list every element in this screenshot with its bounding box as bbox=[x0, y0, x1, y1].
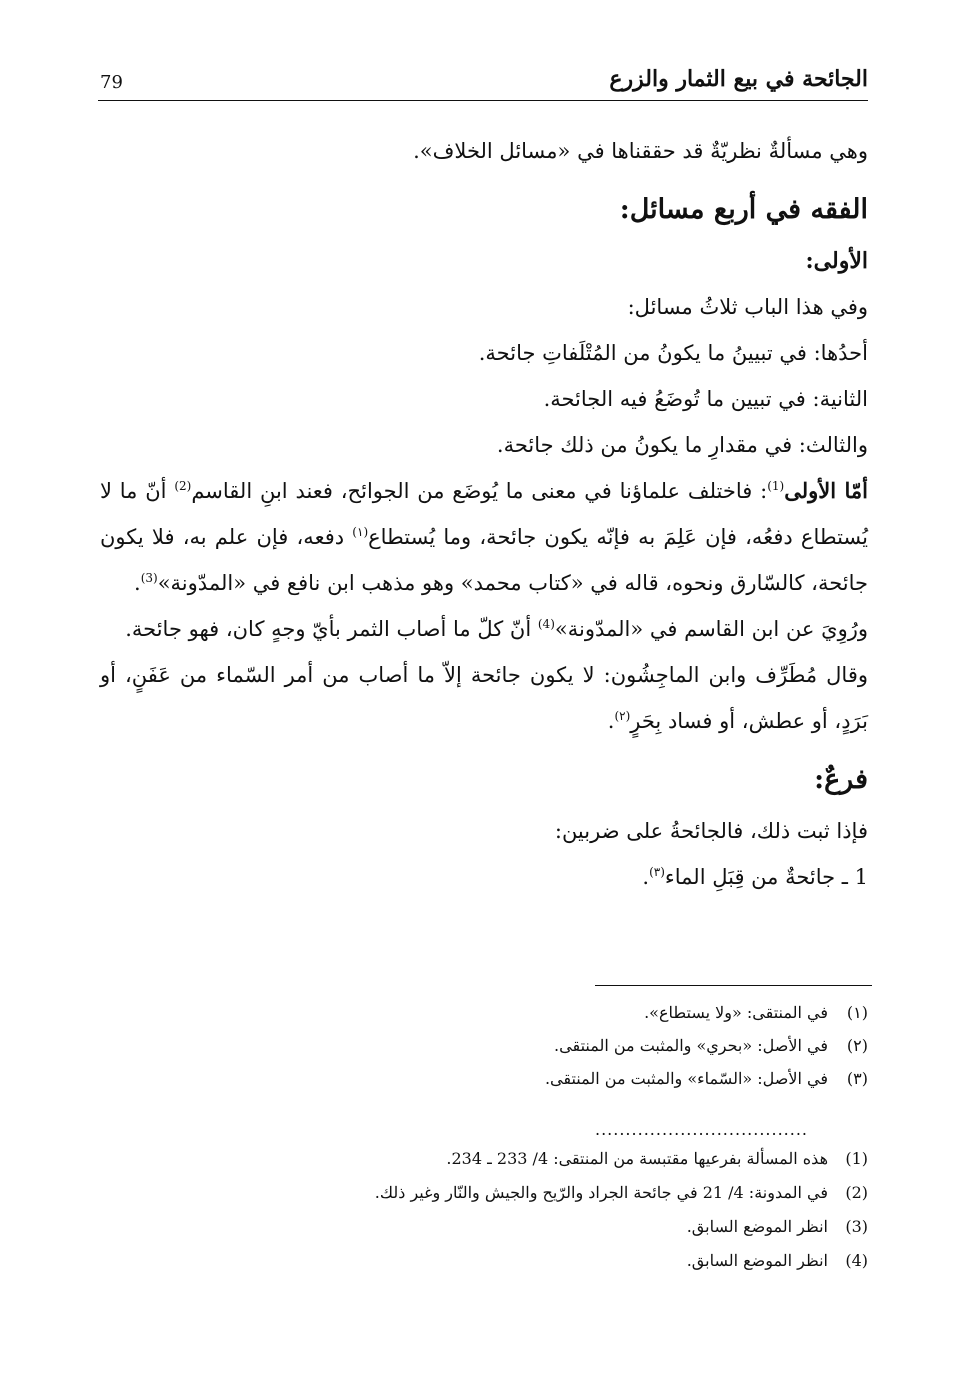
paragraph: وهي مسألةٌ نظريّةٌ قد حققناها في «مسائل الخلاف». bbox=[413, 139, 868, 163]
footnote-ref: (٣) bbox=[649, 865, 665, 879]
paragraph: وفي هذا الباب ثلاثُ مسائل: bbox=[627, 295, 868, 319]
subsection-heading: الأولى: bbox=[805, 248, 868, 274]
paragraph: ورُوِيَ عن ابن القاسم في «المدّونة»$^{(4)}$ أنّ كلّ ما أصاب الثمر بأيّ وجهٍ كان، فهو جائحة. bbox=[125, 617, 868, 641]
footnote: (٢)في الأصل: «بحري» والمثبت من المنتقى. bbox=[554, 1036, 868, 1055]
inline-bold: أمّا الأولى bbox=[784, 478, 869, 503]
footnote-ref: (1) bbox=[767, 479, 785, 493]
header-rule bbox=[98, 100, 868, 101]
paragraph: أحدُها: في تبيينُ ما يكونُ من المُتْلَفاتِ جائحة. bbox=[478, 341, 868, 365]
numbered-item: 1 ـ جائحةٌ من قِبَلِ الماء$^{(٣)}$. bbox=[642, 865, 868, 889]
footnote-rule bbox=[595, 985, 872, 986]
footnote-ref: (2) bbox=[174, 479, 192, 493]
section-heading: الفقه في أربع مسائل: bbox=[619, 194, 868, 225]
footnote-ref: (3) bbox=[140, 571, 158, 585]
footnote: (2)في المدونة: 4/ 21 في جائحة الجراد والرّيح والجيش والنّار وغير ذلك. bbox=[374, 1183, 868, 1202]
footnote-ref: (4) bbox=[537, 617, 555, 631]
footnote-ref: (٢) bbox=[614, 709, 631, 723]
paragraph: فإذا ثبت ذلك، فالجائحةُ على ضربين: bbox=[554, 819, 868, 843]
footnote: (1)هذه المسألة بفرعيها مقتبسة من المنتقى: 4/ 233 ـ 234. bbox=[446, 1149, 868, 1168]
paragraph: أمّا الأولى$^{(1)}$: فاختلف علماؤنا في معنى ما يُوضَع من الجوائح، فعند ابنِ القاسم$^{(2)}$ أنّ ما لا يُستطاع دفعُه، فإن عَلِمَ به فإنّه يكون جائحة، وما يُستطاع$^{(١)}$ دفعه، فإن علم به، فلا يكون جائحة، كالسّارق ونحوه، قاله في «كتاب محمد» وهو مذهب ابن نافع في «المدّونة»$^{(3)}$. bbox=[100, 478, 869, 595]
footnote: (4)انظر الموضع السابق. bbox=[686, 1251, 868, 1270]
footnote-ref: (١) bbox=[352, 525, 369, 539]
paragraph: وقال مُطَرِّف وابن الماجِشُون: لا يكون جائحة إلاّ ما أصاب من أمر السّماء من عَفَنٍ، أو بَرَدٍ، أو عطش، أو فساد بِحَرٍ$^{(٢)}$. bbox=[100, 663, 868, 733]
footnote: (١)في المنتقى: «ولا يستطاع». bbox=[644, 1003, 868, 1022]
footnote: (3)انظر الموضع السابق. bbox=[686, 1217, 868, 1236]
page-number: 79 bbox=[100, 72, 123, 93]
paragraph: الثانية: في تبيين ما تُوضَعُ فيه الجائحة. bbox=[543, 387, 868, 411]
branch-heading: فرعٌ: bbox=[814, 764, 868, 795]
footnote: (٣)في الأصل: «السّماء» والمثبت من المنتقى. bbox=[544, 1069, 868, 1088]
main-text bbox=[100, 128, 868, 900]
dotted-separator: ................................... bbox=[595, 1120, 809, 1139]
paragraph: والثالث: في مقدارِ ما يكونُ من ذلك جائحة. bbox=[496, 433, 868, 457]
running-head: الجائحة في بيع الثمار والزرع bbox=[609, 66, 868, 92]
